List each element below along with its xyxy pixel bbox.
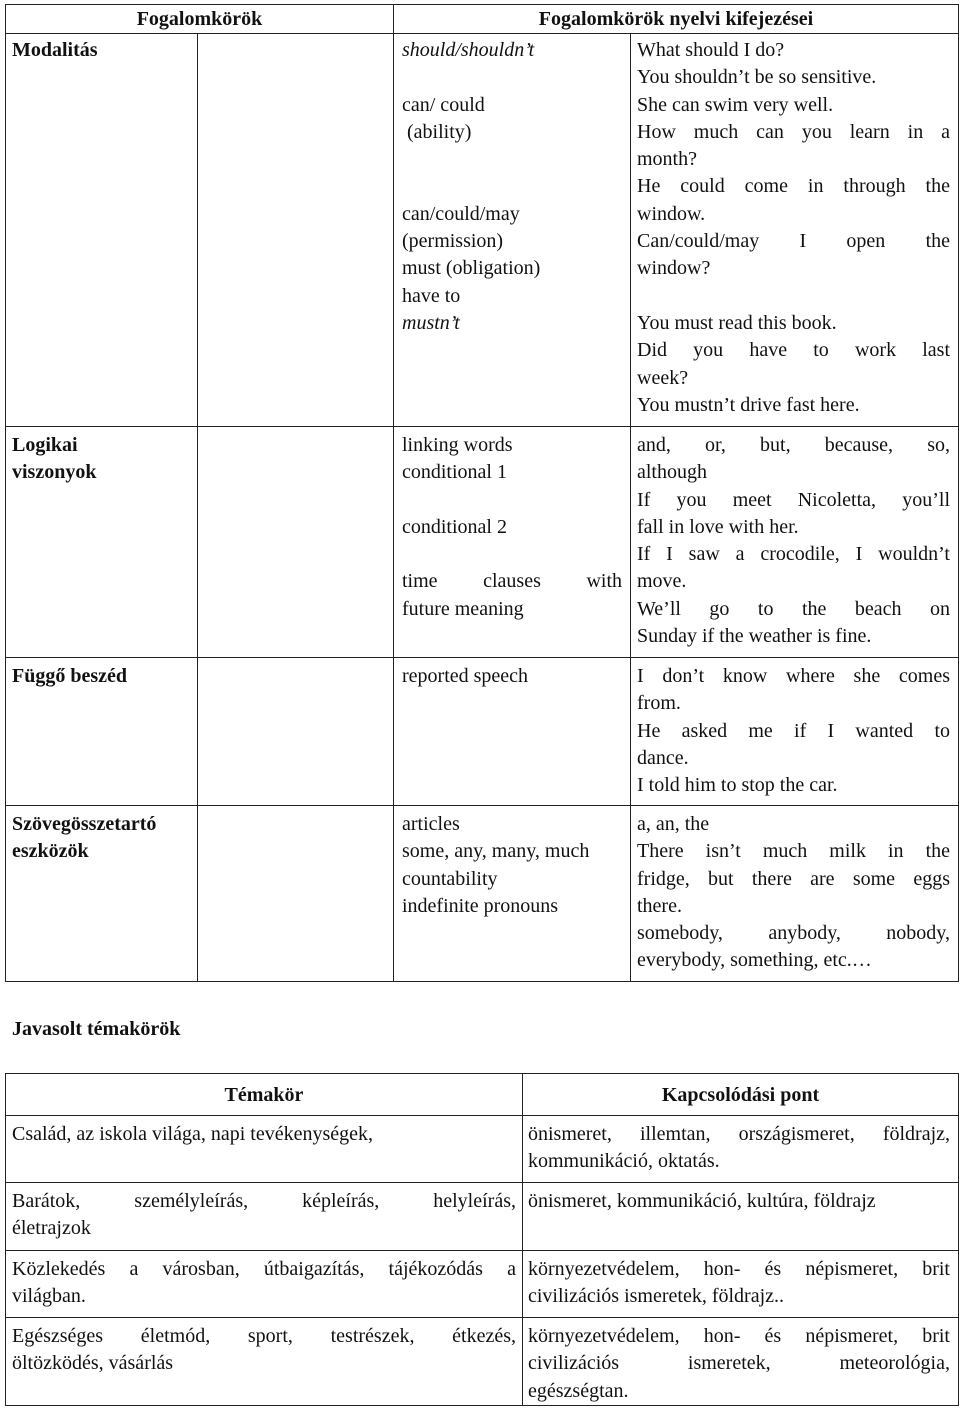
topics-table <box>5 1073 959 1406</box>
example-line: She can swim very well. <box>637 93 834 116</box>
example-line: Did you have to work last <box>637 339 950 362</box>
topic-line: világban. <box>12 1285 86 1308</box>
link-line: önismeret, illemtan, országismeret, földrajz, <box>528 1123 950 1145</box>
example-line: If I saw a crocodile, I wouldn’t <box>637 543 950 566</box>
terms-cell <box>394 658 631 806</box>
topic-cell <box>6 1116 523 1183</box>
spacer <box>402 146 622 173</box>
empty-cell <box>198 427 394 658</box>
header-expressions: Fogalomkörök nyelvi kifejezései <box>394 5 959 34</box>
term-line: (ability) <box>402 120 472 143</box>
example-line: You mustn’t drive fast here. <box>637 393 860 416</box>
link-line: civilizációs ismeretek, meteorológia, <box>528 1352 950 1375</box>
example-line: If you meet Nicoletta, you’ll <box>637 488 950 511</box>
term-line: (permission) <box>402 230 504 253</box>
example-line: You shouldn’t be so sensitive. <box>637 66 877 89</box>
examples-cell <box>631 658 959 806</box>
example-line: from. <box>637 692 681 715</box>
examples-cell <box>631 34 959 427</box>
example-line: He could come in through the <box>637 175 950 198</box>
example-line: There isn’t much milk in the <box>637 840 950 863</box>
example-line: fall in love with her. <box>637 515 799 538</box>
example-line: I don’t know where she comes <box>637 665 950 687</box>
grammar-concepts-table <box>5 4 959 982</box>
term-line: mustn’t <box>402 311 460 334</box>
example-line: We’ll go to the beach on <box>637 597 950 620</box>
example-line: How much can you learn in a <box>637 120 950 143</box>
example-line: and, or, but, because, so, <box>637 434 950 456</box>
example-line: fridge, but there are some eggs <box>637 867 950 890</box>
link-line: környezetvédelem, hon- és népismeret, brit <box>528 1325 950 1347</box>
table-row <box>6 658 959 806</box>
concept-label: eszközök <box>12 840 89 863</box>
topic-line: Család, az iskola világa, napi tevékenységek, <box>12 1123 373 1145</box>
example-line: move. <box>637 570 687 593</box>
topic-line: öltözködés, vásárlás <box>12 1352 174 1375</box>
link-line: önismeret, kommunikáció, kultúra, földrajz <box>528 1190 876 1212</box>
term-line: articles <box>402 813 460 835</box>
example-line: there. <box>637 894 682 917</box>
term-line: can/could/may <box>402 202 520 225</box>
example-line: You must read this book. <box>637 311 837 334</box>
topic-cell <box>6 1251 523 1318</box>
link-line: kommunikáció, oktatás. <box>528 1150 720 1173</box>
example-line: Sunday if the weather is fine. <box>637 625 872 648</box>
table-row <box>6 1116 959 1183</box>
term-line: countability <box>402 867 498 890</box>
header-link: Kapcsolódási pont <box>523 1074 959 1116</box>
link-cell <box>523 1183 959 1251</box>
term-line: can/ could <box>402 93 485 116</box>
link-cell <box>523 1116 959 1183</box>
topic-line: Barátok, személyleírás, képleírás, helyleírás, <box>12 1190 516 1212</box>
example-line: I told him to stop the car. <box>637 774 838 797</box>
spacer <box>402 64 622 91</box>
table-row <box>6 34 959 427</box>
empty-cell <box>198 806 394 982</box>
term-line: conditional 1 <box>402 461 507 484</box>
examples-cell <box>631 427 959 658</box>
header-topic: Témakör <box>6 1074 523 1116</box>
example-line: What should I do? <box>637 39 785 61</box>
terms-cell <box>394 427 631 658</box>
term-line: linking words <box>402 434 513 456</box>
concept-label: Logikai <box>12 434 78 456</box>
concept-cell <box>6 34 198 427</box>
empty-cell <box>198 34 394 427</box>
section-title: Javasolt témakörök <box>12 1018 181 1040</box>
examples-cell <box>631 806 959 982</box>
term-line: future meaning <box>402 597 524 620</box>
topic-line: Egészséges életmód, sport, testrészek, étkezés, <box>12 1325 516 1347</box>
spacer <box>402 173 622 200</box>
table-row <box>6 1251 959 1318</box>
link-line: civilizációs ismeretek, földrajz.. <box>528 1285 785 1308</box>
link-line: környezetvédelem, hon- és népismeret, brit <box>528 1258 950 1280</box>
link-line: egészségtan. <box>528 1379 629 1402</box>
topic-line: életrajzok <box>12 1217 91 1240</box>
link-cell <box>523 1251 959 1318</box>
term-line: reported speech <box>402 665 529 687</box>
concept-label: Modalitás <box>12 39 98 61</box>
example-line: dance. <box>637 746 689 769</box>
spacer <box>402 487 622 514</box>
concept-label: viszonyok <box>12 461 97 484</box>
example-line: although <box>637 461 707 484</box>
spacer <box>637 283 950 310</box>
example-line: Can/could/may I open the <box>637 230 950 253</box>
topic-cell <box>6 1318 523 1406</box>
link-cell <box>523 1318 959 1406</box>
example-line: a, an, the <box>637 813 710 835</box>
header-concepts: Fogalomkörök <box>6 5 394 34</box>
term-line: time clauses with <box>402 570 622 593</box>
topic-cell <box>6 1183 523 1251</box>
example-line: somebody, anybody, nobody, <box>637 922 950 945</box>
term-line: indefinite pronouns <box>402 894 559 917</box>
table-header-row <box>6 5 959 34</box>
example-line: everybody, something, etc.… <box>637 949 872 972</box>
table-row <box>6 1318 959 1406</box>
term-line: should/shouldn’t <box>402 39 535 61</box>
concept-cell <box>6 427 198 658</box>
example-line: month? <box>637 148 697 171</box>
concept-label: Szövegösszetartó <box>12 813 157 835</box>
term-line: conditional 2 <box>402 515 507 538</box>
concept-label: Függő beszéd <box>12 665 127 687</box>
term-line: some, any, many, much <box>402 840 590 863</box>
example-line: He asked me if I wanted to <box>637 719 950 742</box>
concept-cell <box>6 658 198 806</box>
term-line: have to <box>402 284 461 307</box>
term-line: must (obligation) <box>402 257 541 280</box>
table-row <box>6 1183 959 1251</box>
example-line: window. <box>637 202 706 225</box>
table-row <box>6 806 959 982</box>
spacer <box>402 541 622 568</box>
empty-cell <box>198 658 394 806</box>
table-row <box>6 427 959 658</box>
concept-cell <box>6 806 198 982</box>
terms-cell <box>394 34 631 427</box>
table-header-row <box>6 1074 959 1116</box>
topic-line: Közlekedés a városban, útbaigazítás, tájékozódás a <box>12 1258 516 1280</box>
example-line: week? <box>637 366 689 389</box>
terms-cell <box>394 806 631 982</box>
example-line: window? <box>637 257 711 280</box>
